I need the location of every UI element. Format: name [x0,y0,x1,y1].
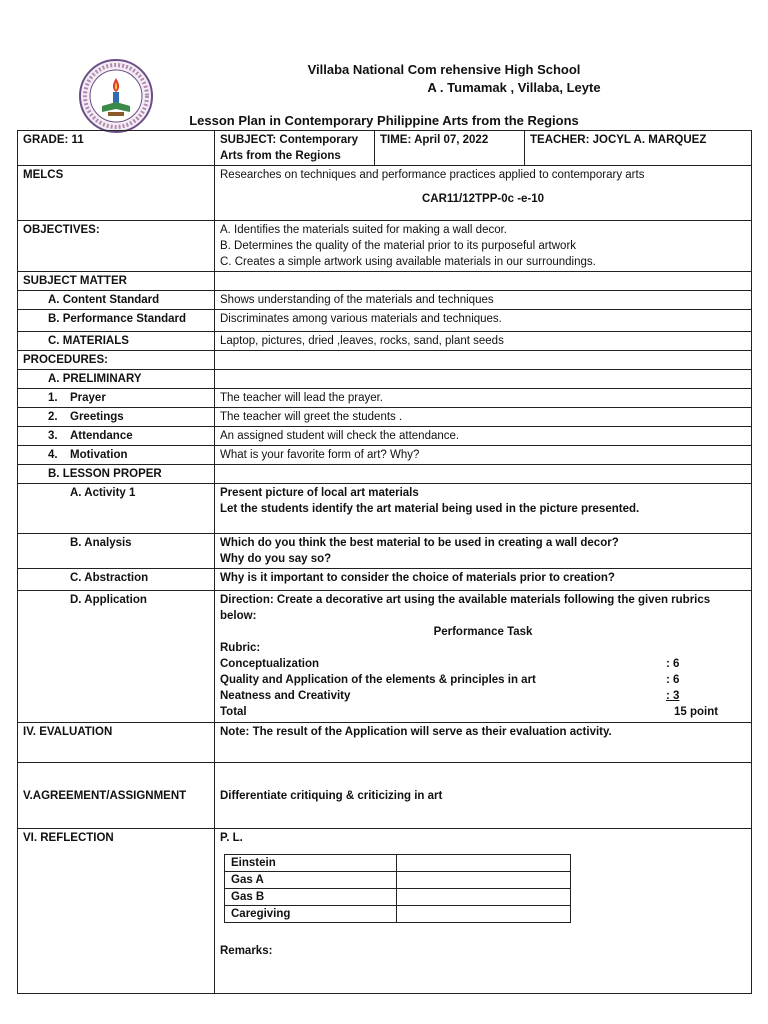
school-name: Villaba National Com rehensive High School [307,62,581,77]
application-direction-1: Direction: Create a decorative art using the available materials following the given rubrics [220,594,711,606]
rubric-heading: Rubric: [220,642,261,654]
subject-cell [215,131,375,166]
reflection-pl: P. L. [220,832,243,844]
teacher-cell: TEACHER: JOCYL A. MARQUEZ [525,131,752,166]
abstraction-row [18,569,752,591]
preliminary-label: A. PRELIMINARY [18,370,215,389]
application-label: D. Application [18,591,215,723]
rubric-row-quality: Quality and Application of the elements & principles in art : 6 [220,674,680,686]
agreement-row [18,763,752,829]
melcs-label: MELCS [18,166,215,221]
motivation-label: Motivation [70,449,128,461]
content-standard-row [18,291,752,310]
greetings-number: 2. [48,411,58,423]
melcs-row [18,166,752,221]
lesson-plan-title: Lesson Plan in Contemporary Philippine Arts from the Regions [189,113,579,128]
attendance-text: An assigned student will check the attendance. [215,427,752,446]
abstraction-label: C. Abstraction [18,569,215,591]
preliminary-row [18,370,752,389]
materials-text: Laptop, pictures, dried ,leaves, rocks, sand, plant seeds [215,332,752,351]
subject-matter-row [18,272,752,291]
objective-c: C. Creates a simple artwork using available materials in our surroundings. [220,256,596,268]
evaluation-label: IV. EVALUATION [18,723,215,763]
attendance-label: Attendance [70,430,133,442]
attendance-number: 3. [48,430,58,442]
lesson-proper-label: B. LESSON PROPER [18,465,215,484]
activity-row [18,484,752,534]
reflection-label: VI. REFLECTION [18,829,215,994]
objectives-row [18,221,752,272]
analysis-line-1: Which do you think the best material to be used in creating a wall decor? [220,537,619,549]
application-row [18,591,752,723]
lesson-plan-table [17,130,752,994]
rubric-row-neatness: Neatness and Creativity : 3 [220,690,680,702]
school-address: A . Tumamak , Villaba, Leyte [427,80,601,95]
evaluation-text: Note: The result of the Application will serve as their evaluation activity. [215,723,752,763]
time-cell: TIME: April 07, 2022 [375,131,525,166]
rubric-row-total: Total 15 point [220,706,719,718]
procedures-row [18,351,752,370]
motivation-row [18,446,752,465]
rubric-row-conceptualization: Conceptualization : 6 [220,658,680,670]
lesson-proper-row [18,465,752,484]
table-row: Caregiving [225,906,571,923]
evaluation-row [18,723,752,763]
activity-label: A. Activity 1 [18,484,215,534]
reflection-row [18,829,752,994]
table-row: Gas B [225,889,571,906]
grade-cell: GRADE: 11 [18,131,215,166]
performance-standard-label: B. Performance Standard [18,310,215,332]
greetings-text: The teacher will greet the students . [215,408,752,427]
prayer-number: 1. [48,392,58,404]
table-row: Gas A [225,872,571,889]
objectives-label: OBJECTIVES: [18,221,215,272]
application-direction-2: below: [220,610,257,622]
motivation-number: 4. [48,449,58,461]
prayer-text: The teacher will lead the prayer. [215,389,752,408]
melcs-content [215,166,752,221]
prayer-label: Prayer [70,392,106,404]
greetings-row [18,408,752,427]
abstraction-text: Why is it important to consider the choice of materials prior to creation? [215,569,752,591]
melcs-text: Researches on techniques and performance practices applied to contemporary arts [220,169,645,181]
subject-line-1: SUBJECT: Contemporary [220,134,359,146]
prayer-row [18,389,752,408]
subject-matter-label: SUBJECT MATTER [18,272,215,291]
performance-standard-text: Discriminates among various materials and techniques. [215,310,752,332]
greetings-label: Greetings [70,411,124,423]
performance-task-title: Performance Task [433,626,533,638]
objective-a: A. Identifies the materials suited for making a wall decor. [220,224,508,236]
materials-label: C. MATERIALS [18,332,215,351]
performance-standard-row [18,310,752,332]
agreement-text: Differentiate critiquing & criticizing in art [215,763,752,829]
materials-row [18,332,752,351]
objectives-content [215,221,752,272]
reflection-sections-table [224,854,571,923]
info-row [18,131,752,166]
activity-line-2: Let the students identify the art material being used in the picture presented. [220,503,640,515]
analysis-line-2: Why do you say so? [220,553,332,565]
melcs-code: CAR11/12TPP-0c -e-10 [421,193,545,205]
procedures-label: PROCEDURES: [18,351,215,370]
analysis-label: B. Analysis [18,534,215,569]
content-standard-label: A. Content Standard [18,291,215,310]
motivation-text: What is your favorite form of art? Why? [215,446,752,465]
agreement-label: V.AGREEMENT/ASSIGNMENT [18,763,215,829]
activity-line-1: Present picture of local art materials [220,487,419,499]
reflection-remarks: Remarks: [220,945,273,957]
content-standard-text: Shows understanding of the materials and techniques [215,291,752,310]
attendance-row [18,427,752,446]
table-row: Einstein [225,855,571,872]
objective-b: B. Determines the quality of the material prior to its purposeful artwork [220,240,577,252]
subject-line-2: Arts from the Regions [220,150,341,162]
analysis-row [18,534,752,569]
